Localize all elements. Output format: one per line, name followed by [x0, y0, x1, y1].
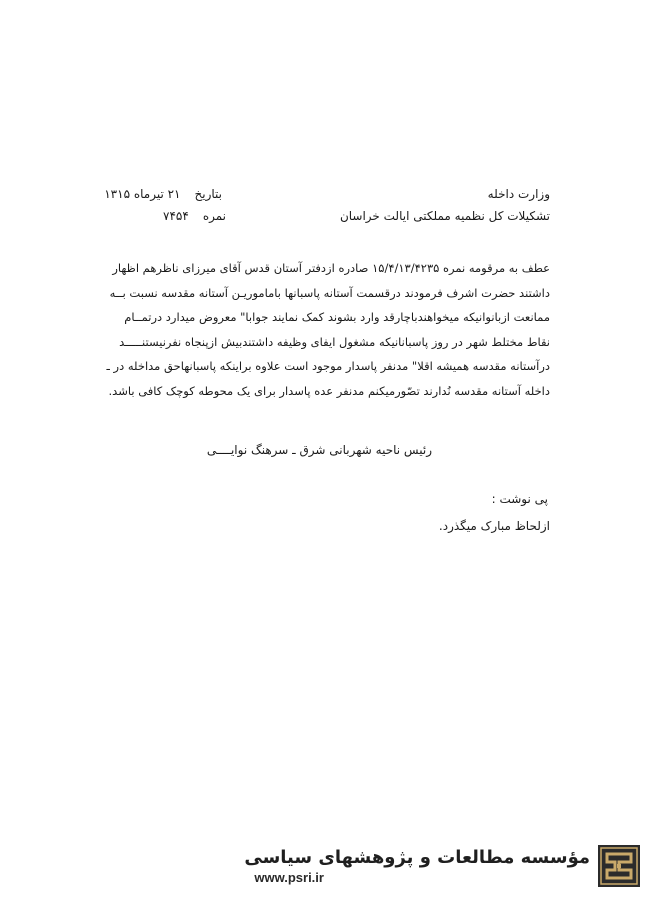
date-label: بتاریخ	[194, 187, 222, 201]
organization-heading: تشکیلات کل نظمیه مملکتی ایالت خراسان	[339, 209, 550, 223]
postscript-text: ازلحاظ مبارک میگذرد.	[438, 519, 550, 533]
ministry-heading: وزارت داخله	[487, 187, 550, 201]
psri-logo-icon	[598, 845, 640, 887]
body-line: عطف به مرقومه نمره ۱۵/۴/۱۳/۴۲۳۵ صادره ازدفتر آستان قدس آقای میرزای ناظرهم اظهار	[112, 261, 550, 275]
number-label: نمره	[202, 209, 226, 223]
body-line: داشتند حضرت اشرف فرمودند درقسمت آستانه پاسبانها باماموریـن آستانه مقدسه نسبت بــه	[109, 285, 550, 300]
date-value: ۲۱ تیرماه ۱۳۱۵	[104, 187, 181, 201]
body-line: درآستانه مقدسه همیشه اقلا" مدنفر پاسدار موجود است علاوه براینکه پاسبانهاحق مداخله در ـ	[106, 359, 550, 373]
branding-text	[244, 846, 590, 886]
institute-branding	[244, 845, 640, 887]
institute-url: www.psri.ir	[254, 870, 324, 885]
signature-line: رئیس ناحیه شهربانی شرق ـ سرهنگ نوایــــی	[206, 443, 432, 457]
body-line: نقاط مختلط شهر در روز پاسبانانیکه مشغول ایفای وظیفه داشتندبیش ازپنجاه نفرنیستنـــــد	[119, 334, 550, 349]
number-field	[116, 209, 226, 223]
institute-name: مؤسسه مطالعات و پژوهشهای سیاسی	[244, 847, 590, 868]
date-field	[102, 187, 222, 201]
body-line: داخله آستانه مقدسه نُدارند تصّورمیکنم مدنفر عده پاسدار برای یک محوطه کوچک کافی باشد.	[108, 383, 550, 398]
letter-body	[102, 256, 550, 403]
body-line: ممانعت ازبانوانیکه میخواهندباچارقد وارد بشوند کمک نمایند جوابا" معروض میدارد درتمــام	[124, 310, 550, 324]
number-value: ۷۴۵۴	[163, 209, 189, 223]
postscript-label: پی نوشت :	[491, 492, 548, 506]
